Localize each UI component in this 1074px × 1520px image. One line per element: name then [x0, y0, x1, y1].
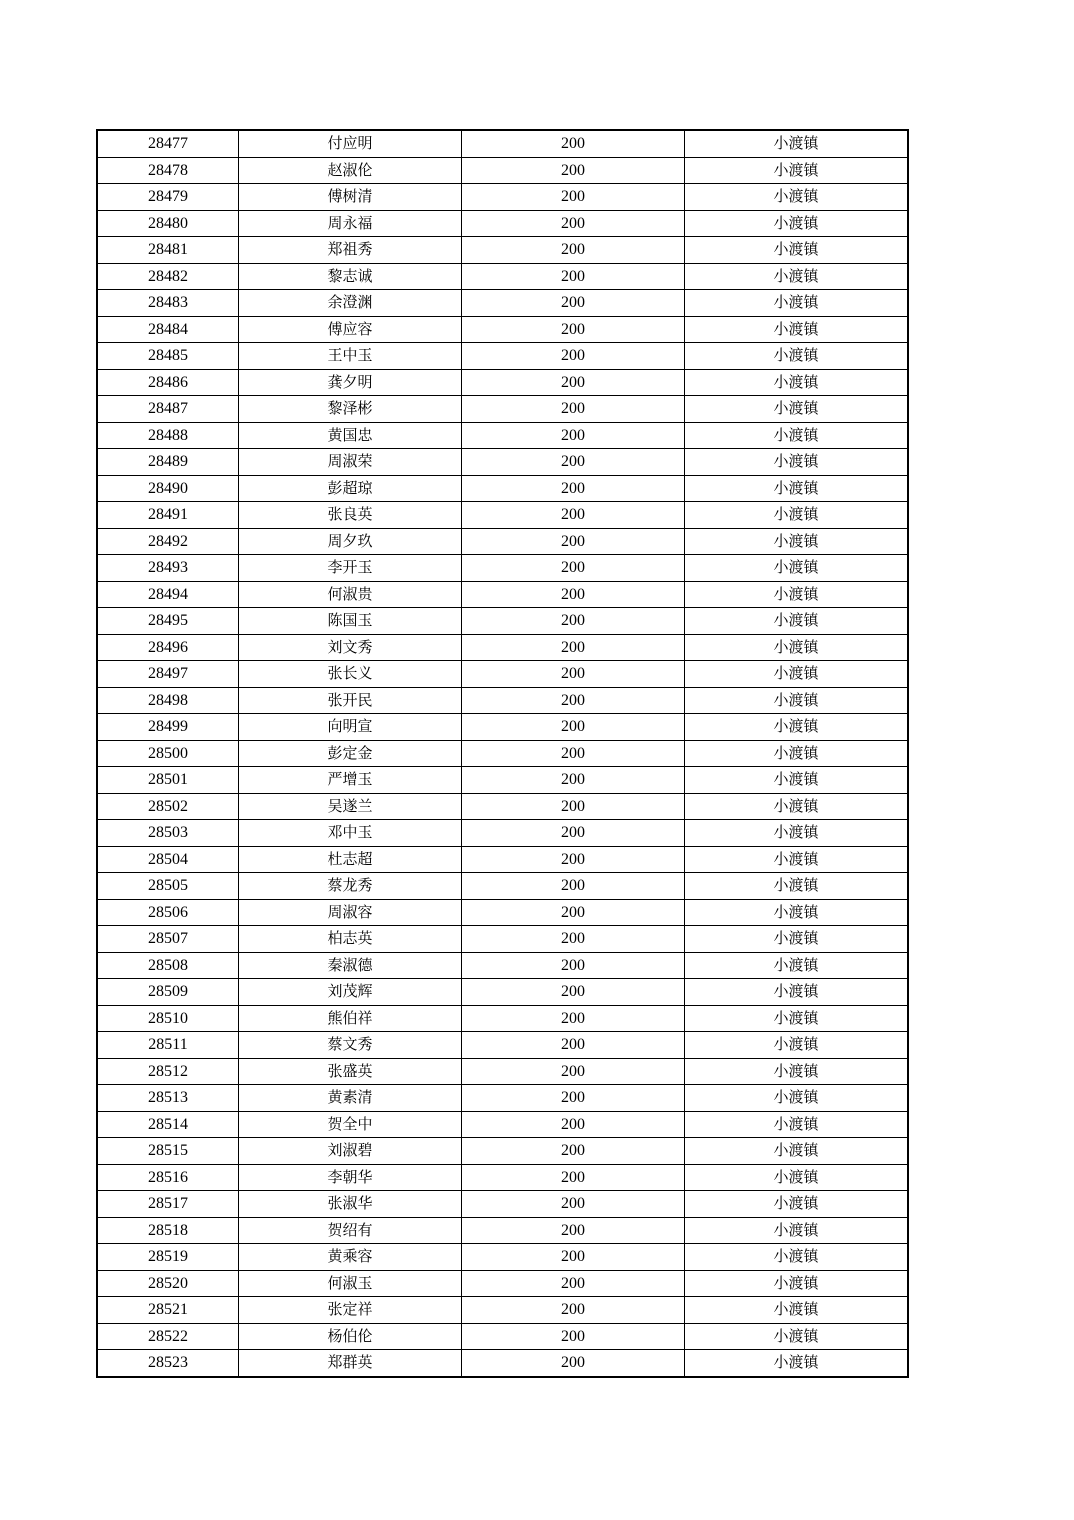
- town-cell: 小渡镇: [685, 820, 909, 847]
- town-cell: 小渡镇: [685, 952, 909, 979]
- table-row: [97, 263, 908, 290]
- table-row: [97, 1217, 908, 1244]
- id-cell: 28506: [97, 899, 239, 926]
- amount-cell: 200: [462, 449, 685, 476]
- id-cell: 28490: [97, 475, 239, 502]
- id-cell: 28487: [97, 396, 239, 423]
- amount-cell: 200: [462, 502, 685, 529]
- town-cell: 小渡镇: [685, 873, 909, 900]
- town-cell: 小渡镇: [685, 1111, 909, 1138]
- id-cell: 28492: [97, 528, 239, 555]
- amount-cell: 200: [462, 475, 685, 502]
- table-row: [97, 449, 908, 476]
- amount-cell: 200: [462, 608, 685, 635]
- table-row: [97, 899, 908, 926]
- table-row: [97, 1058, 908, 1085]
- table-row: [97, 237, 908, 264]
- name-cell: 刘文秀: [239, 634, 462, 661]
- town-cell: 小渡镇: [685, 528, 909, 555]
- town-cell: 小渡镇: [685, 767, 909, 794]
- name-cell: 张盛英: [239, 1058, 462, 1085]
- amount-cell: 200: [462, 1058, 685, 1085]
- name-cell: 熊伯祥: [239, 1005, 462, 1032]
- name-cell: 杜志超: [239, 846, 462, 873]
- id-cell: 28519: [97, 1244, 239, 1271]
- amount-cell: 200: [462, 793, 685, 820]
- id-cell: 28485: [97, 343, 239, 370]
- amount-cell: 200: [462, 290, 685, 317]
- id-cell: 28499: [97, 714, 239, 741]
- town-cell: 小渡镇: [685, 1164, 909, 1191]
- amount-cell: 200: [462, 1270, 685, 1297]
- name-cell: 张定祥: [239, 1297, 462, 1324]
- id-cell: 28518: [97, 1217, 239, 1244]
- name-cell: 贺全中: [239, 1111, 462, 1138]
- town-cell: 小渡镇: [685, 475, 909, 502]
- name-cell: 郑群英: [239, 1350, 462, 1377]
- name-cell: 付应明: [239, 130, 462, 157]
- amount-cell: 200: [462, 820, 685, 847]
- amount-cell: 200: [462, 740, 685, 767]
- id-cell: 28517: [97, 1191, 239, 1218]
- town-cell: 小渡镇: [685, 714, 909, 741]
- id-cell: 28513: [97, 1085, 239, 1112]
- town-cell: 小渡镇: [685, 926, 909, 953]
- table-row: [97, 184, 908, 211]
- table-row: [97, 130, 908, 157]
- name-cell: 向明宣: [239, 714, 462, 741]
- table-row: [97, 369, 908, 396]
- amount-cell: 200: [462, 1350, 685, 1377]
- name-cell: 杨伯伦: [239, 1323, 462, 1350]
- table-row: [97, 343, 908, 370]
- amount-cell: 200: [462, 210, 685, 237]
- town-cell: 小渡镇: [685, 581, 909, 608]
- name-cell: 李朝华: [239, 1164, 462, 1191]
- town-cell: 小渡镇: [685, 157, 909, 184]
- id-cell: 28512: [97, 1058, 239, 1085]
- town-cell: 小渡镇: [685, 184, 909, 211]
- id-cell: 28520: [97, 1270, 239, 1297]
- table-row: [97, 1191, 908, 1218]
- amount-cell: 200: [462, 1111, 685, 1138]
- id-cell: 28521: [97, 1297, 239, 1324]
- name-cell: 赵淑伦: [239, 157, 462, 184]
- amount-cell: 200: [462, 926, 685, 953]
- amount-cell: 200: [462, 714, 685, 741]
- name-cell: 黄素清: [239, 1085, 462, 1112]
- amount-cell: 200: [462, 952, 685, 979]
- id-cell: 28481: [97, 237, 239, 264]
- town-cell: 小渡镇: [685, 1191, 909, 1218]
- table-row: [97, 1297, 908, 1324]
- amount-cell: 200: [462, 846, 685, 873]
- name-cell: 周淑荣: [239, 449, 462, 476]
- amount-cell: 200: [462, 634, 685, 661]
- town-cell: 小渡镇: [685, 396, 909, 423]
- town-cell: 小渡镇: [685, 1085, 909, 1112]
- town-cell: 小渡镇: [685, 1350, 909, 1377]
- name-cell: 王中玉: [239, 343, 462, 370]
- amount-cell: 200: [462, 873, 685, 900]
- name-cell: 蔡龙秀: [239, 873, 462, 900]
- amount-cell: 200: [462, 343, 685, 370]
- table-row: [97, 528, 908, 555]
- amount-cell: 200: [462, 422, 685, 449]
- table-row: [97, 687, 908, 714]
- town-cell: 小渡镇: [685, 449, 909, 476]
- amount-cell: 200: [462, 237, 685, 264]
- table-row: [97, 820, 908, 847]
- amount-cell: 200: [462, 1217, 685, 1244]
- amount-cell: 200: [462, 316, 685, 343]
- name-cell: 柏志英: [239, 926, 462, 953]
- name-cell: 郑祖秀: [239, 237, 462, 264]
- id-cell: 28503: [97, 820, 239, 847]
- town-cell: 小渡镇: [685, 740, 909, 767]
- town-cell: 小渡镇: [685, 608, 909, 635]
- town-cell: 小渡镇: [685, 237, 909, 264]
- name-cell: 秦淑德: [239, 952, 462, 979]
- id-cell: 28523: [97, 1350, 239, 1377]
- town-cell: 小渡镇: [685, 1323, 909, 1350]
- table-row: [97, 1138, 908, 1165]
- table-row: [97, 873, 908, 900]
- table-row: [97, 290, 908, 317]
- table-row: [97, 1323, 908, 1350]
- table-row: [97, 581, 908, 608]
- town-cell: 小渡镇: [685, 1297, 909, 1324]
- table-row: [97, 634, 908, 661]
- name-cell: 傅应容: [239, 316, 462, 343]
- name-cell: 李开玉: [239, 555, 462, 582]
- name-cell: 张淑华: [239, 1191, 462, 1218]
- town-cell: 小渡镇: [685, 555, 909, 582]
- amount-cell: 200: [462, 899, 685, 926]
- town-cell: 小渡镇: [685, 687, 909, 714]
- name-cell: 彭定金: [239, 740, 462, 767]
- amount-cell: 200: [462, 1191, 685, 1218]
- amount-cell: 200: [462, 130, 685, 157]
- amount-cell: 200: [462, 528, 685, 555]
- amount-cell: 200: [462, 1244, 685, 1271]
- name-cell: 邓中玉: [239, 820, 462, 847]
- id-cell: 28511: [97, 1032, 239, 1059]
- name-cell: 彭超琼: [239, 475, 462, 502]
- town-cell: 小渡镇: [685, 979, 909, 1006]
- town-cell: 小渡镇: [685, 369, 909, 396]
- table-row: [97, 502, 908, 529]
- town-cell: 小渡镇: [685, 210, 909, 237]
- id-cell: 28480: [97, 210, 239, 237]
- town-cell: 小渡镇: [685, 343, 909, 370]
- town-cell: 小渡镇: [685, 1217, 909, 1244]
- name-cell: 龚夕明: [239, 369, 462, 396]
- table-row: [97, 740, 908, 767]
- table-row: [97, 1005, 908, 1032]
- id-cell: 28516: [97, 1164, 239, 1191]
- id-cell: 28488: [97, 422, 239, 449]
- id-cell: 28478: [97, 157, 239, 184]
- id-cell: 28508: [97, 952, 239, 979]
- amount-cell: 200: [462, 1005, 685, 1032]
- town-cell: 小渡镇: [685, 634, 909, 661]
- table-row: [97, 952, 908, 979]
- amount-cell: 200: [462, 369, 685, 396]
- id-cell: 28514: [97, 1111, 239, 1138]
- name-cell: 吴遂兰: [239, 793, 462, 820]
- name-cell: 刘茂辉: [239, 979, 462, 1006]
- name-cell: 黄乘容: [239, 1244, 462, 1271]
- town-cell: 小渡镇: [685, 422, 909, 449]
- name-cell: 周永福: [239, 210, 462, 237]
- table-row: [97, 1244, 908, 1271]
- table-row: [97, 1164, 908, 1191]
- name-cell: 蔡文秀: [239, 1032, 462, 1059]
- name-cell: 何淑贵: [239, 581, 462, 608]
- id-cell: 28495: [97, 608, 239, 635]
- table-row: [97, 555, 908, 582]
- amount-cell: 200: [462, 1085, 685, 1112]
- table-row: [97, 714, 908, 741]
- name-cell: 张良英: [239, 502, 462, 529]
- name-cell: 严增玉: [239, 767, 462, 794]
- amount-cell: 200: [462, 767, 685, 794]
- table-row: [97, 1085, 908, 1112]
- id-cell: 28479: [97, 184, 239, 211]
- name-cell: 贺绍有: [239, 1217, 462, 1244]
- id-cell: 28505: [97, 873, 239, 900]
- name-cell: 周夕玖: [239, 528, 462, 555]
- id-cell: 28500: [97, 740, 239, 767]
- id-cell: 28486: [97, 369, 239, 396]
- town-cell: 小渡镇: [685, 899, 909, 926]
- id-cell: 28493: [97, 555, 239, 582]
- town-cell: 小渡镇: [685, 263, 909, 290]
- name-cell: 陈国玉: [239, 608, 462, 635]
- id-cell: 28497: [97, 661, 239, 688]
- town-cell: 小渡镇: [685, 130, 909, 157]
- id-cell: 28494: [97, 581, 239, 608]
- name-cell: 张长义: [239, 661, 462, 688]
- amount-cell: 200: [462, 184, 685, 211]
- name-cell: 傅树清: [239, 184, 462, 211]
- amount-cell: 200: [462, 581, 685, 608]
- amount-cell: 200: [462, 687, 685, 714]
- town-cell: 小渡镇: [685, 316, 909, 343]
- table-row: [97, 475, 908, 502]
- town-cell: 小渡镇: [685, 502, 909, 529]
- name-cell: 何淑玉: [239, 1270, 462, 1297]
- table-row: [97, 157, 908, 184]
- name-cell: 张开民: [239, 687, 462, 714]
- amount-cell: 200: [462, 263, 685, 290]
- table-row: [97, 422, 908, 449]
- id-cell: 28482: [97, 263, 239, 290]
- town-cell: 小渡镇: [685, 1005, 909, 1032]
- table-row: [97, 396, 908, 423]
- table-row: [97, 1032, 908, 1059]
- data-table: [96, 129, 909, 1378]
- name-cell: 黎泽彬: [239, 396, 462, 423]
- table-row: [97, 316, 908, 343]
- id-cell: 28509: [97, 979, 239, 1006]
- amount-cell: 200: [462, 1032, 685, 1059]
- town-cell: 小渡镇: [685, 1138, 909, 1165]
- id-cell: 28522: [97, 1323, 239, 1350]
- amount-cell: 200: [462, 555, 685, 582]
- name-cell: 黎志诚: [239, 263, 462, 290]
- table-row: [97, 1350, 908, 1377]
- amount-cell: 200: [462, 1297, 685, 1324]
- id-cell: 28477: [97, 130, 239, 157]
- id-cell: 28504: [97, 846, 239, 873]
- id-cell: 28507: [97, 926, 239, 953]
- table-row: [97, 1270, 908, 1297]
- table-row: [97, 210, 908, 237]
- id-cell: 28502: [97, 793, 239, 820]
- amount-cell: 200: [462, 1164, 685, 1191]
- table-body: [97, 130, 908, 1377]
- amount-cell: 200: [462, 1138, 685, 1165]
- town-cell: 小渡镇: [685, 793, 909, 820]
- town-cell: 小渡镇: [685, 1032, 909, 1059]
- amount-cell: 200: [462, 396, 685, 423]
- name-cell: 黄国忠: [239, 422, 462, 449]
- town-cell: 小渡镇: [685, 1270, 909, 1297]
- name-cell: 周淑容: [239, 899, 462, 926]
- table-row: [97, 846, 908, 873]
- id-cell: 28491: [97, 502, 239, 529]
- town-cell: 小渡镇: [685, 661, 909, 688]
- table-row: [97, 767, 908, 794]
- amount-cell: 200: [462, 1323, 685, 1350]
- town-cell: 小渡镇: [685, 1244, 909, 1271]
- town-cell: 小渡镇: [685, 1058, 909, 1085]
- amount-cell: 200: [462, 157, 685, 184]
- table-row: [97, 608, 908, 635]
- id-cell: 28483: [97, 290, 239, 317]
- name-cell: 刘淑碧: [239, 1138, 462, 1165]
- town-cell: 小渡镇: [685, 846, 909, 873]
- id-cell: 28498: [97, 687, 239, 714]
- town-cell: 小渡镇: [685, 290, 909, 317]
- id-cell: 28510: [97, 1005, 239, 1032]
- table-row: [97, 926, 908, 953]
- table-row: [97, 979, 908, 1006]
- name-cell: 余澄渊: [239, 290, 462, 317]
- id-cell: 28489: [97, 449, 239, 476]
- table-row: [97, 1111, 908, 1138]
- table-row: [97, 661, 908, 688]
- amount-cell: 200: [462, 661, 685, 688]
- id-cell: 28484: [97, 316, 239, 343]
- id-cell: 28501: [97, 767, 239, 794]
- id-cell: 28515: [97, 1138, 239, 1165]
- id-cell: 28496: [97, 634, 239, 661]
- table-row: [97, 793, 908, 820]
- amount-cell: 200: [462, 979, 685, 1006]
